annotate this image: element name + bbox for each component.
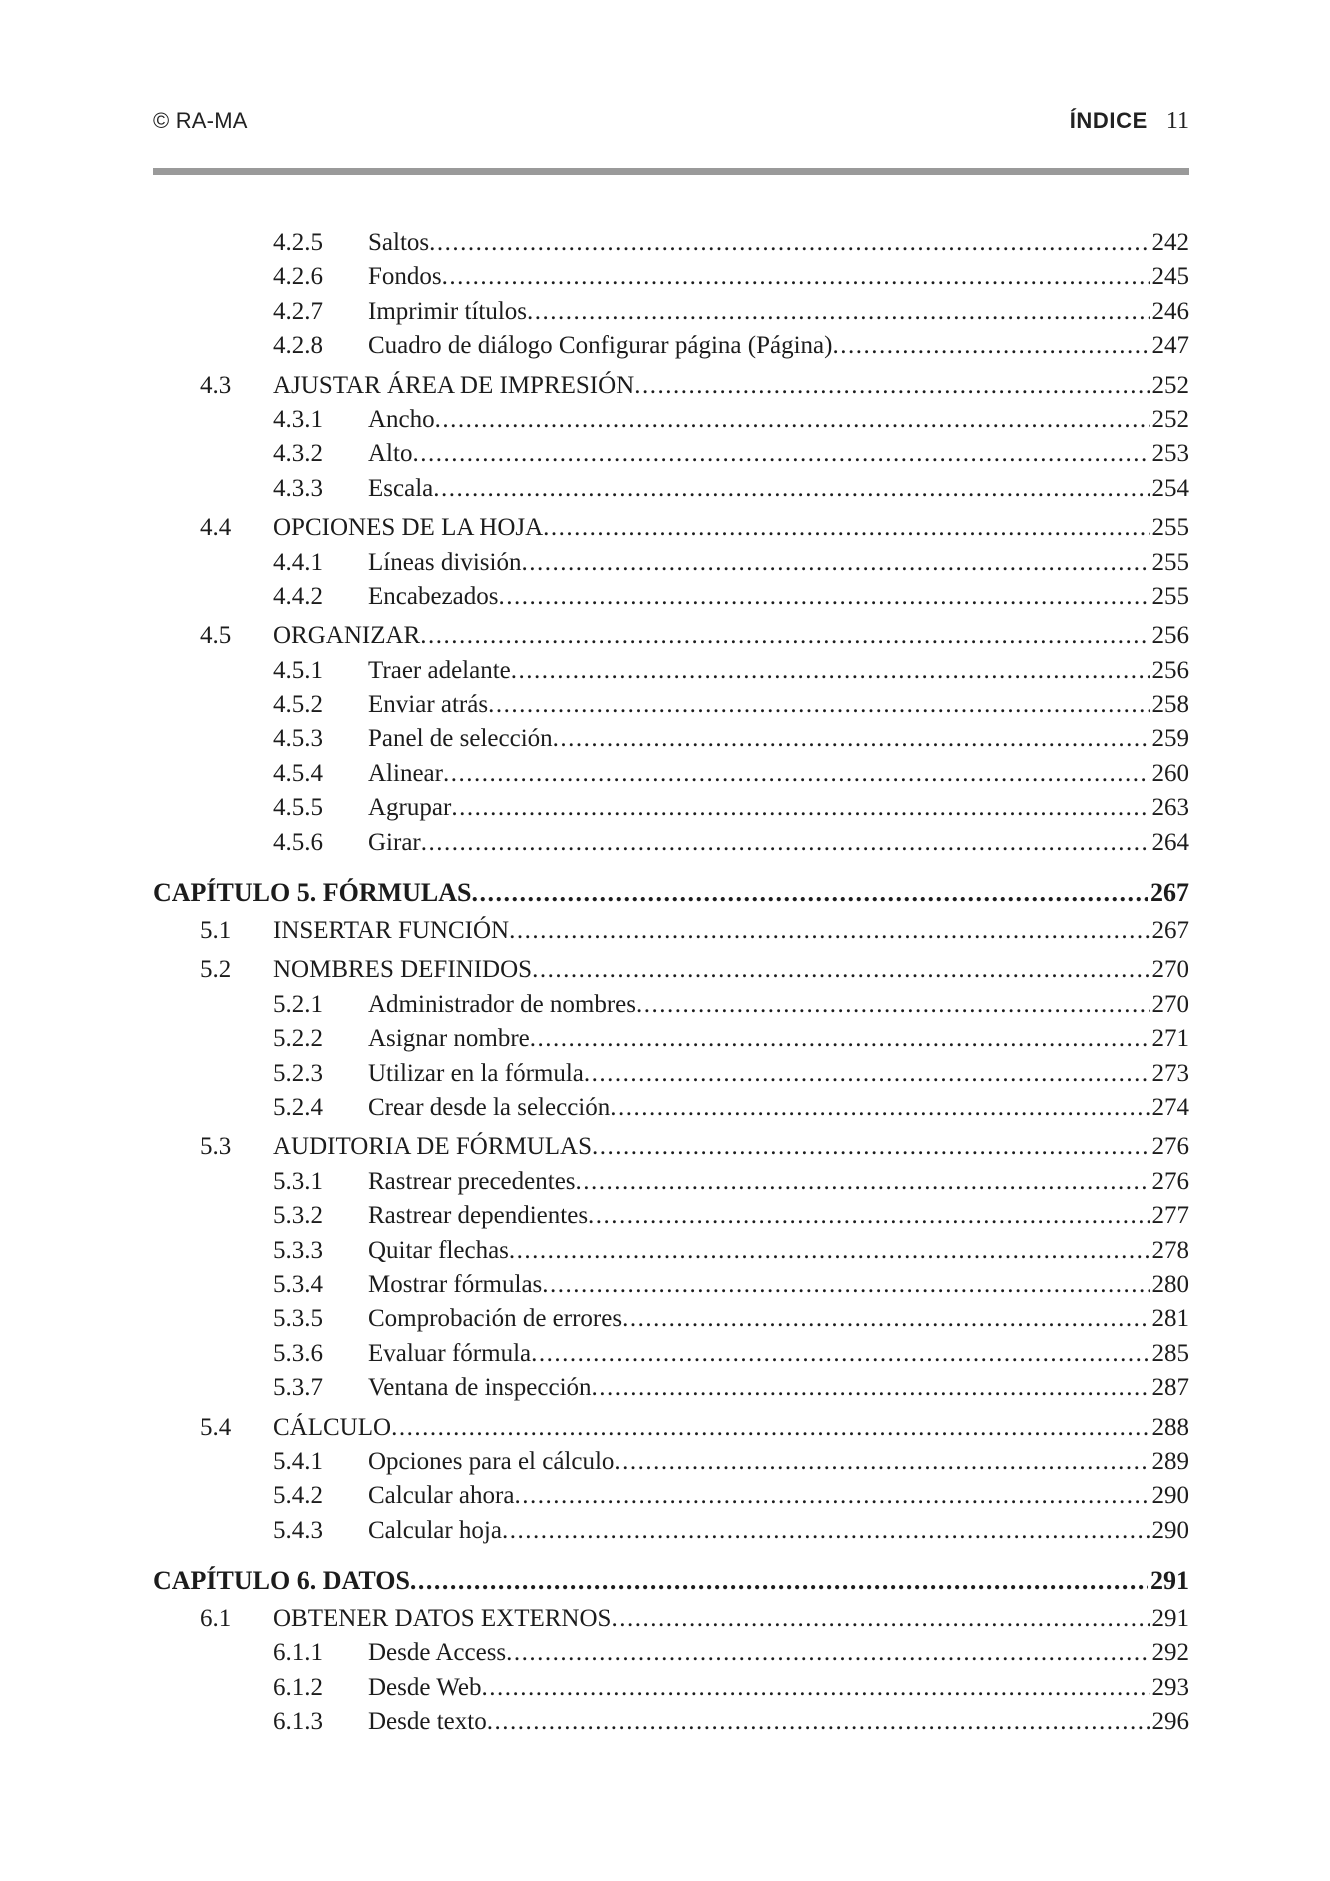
dot-leader bbox=[584, 1057, 1150, 1091]
toc-entry bbox=[153, 688, 1189, 722]
toc-entry-number: 4.4.1 bbox=[273, 548, 323, 576]
dot-leader bbox=[429, 226, 1149, 260]
dot-leader bbox=[531, 1337, 1149, 1371]
toc-entry-page: 267 bbox=[1150, 878, 1189, 908]
toc-entry-page: 293 bbox=[1151, 1673, 1189, 1701]
toc-entry bbox=[153, 403, 1189, 437]
toc-entry-title: Opciones para el cálculo bbox=[368, 1447, 615, 1475]
toc-entry-title: Traer adelante bbox=[368, 656, 511, 684]
toc-entry-number: 4.2.6 bbox=[273, 263, 323, 291]
toc-entry bbox=[153, 1705, 1189, 1739]
toc-entry-number: 4.5.1 bbox=[273, 656, 323, 684]
dot-leader bbox=[634, 369, 1149, 403]
dot-leader bbox=[506, 1636, 1149, 1670]
table-of-contents bbox=[153, 226, 1189, 1740]
toc-entry-page: 252 bbox=[1151, 405, 1189, 433]
dot-leader bbox=[614, 1445, 1149, 1479]
dot-leader bbox=[576, 1165, 1150, 1199]
toc-entry bbox=[153, 472, 1189, 506]
toc-entry-number: 5.1 bbox=[200, 917, 232, 945]
toc-entry-title: ORGANIZAR bbox=[273, 622, 421, 650]
dot-leader bbox=[530, 1022, 1150, 1056]
toc-entry bbox=[153, 826, 1189, 860]
toc-entry bbox=[153, 1514, 1189, 1548]
toc-entry bbox=[153, 1371, 1189, 1405]
toc-chapter-entry bbox=[153, 1562, 1189, 1600]
toc-entry-title: Desde Web bbox=[368, 1673, 482, 1701]
toc-entry-title: Quitar flechas bbox=[368, 1236, 509, 1264]
toc-entry-page: 259 bbox=[1151, 725, 1189, 753]
dot-leader bbox=[543, 511, 1149, 545]
toc-entry bbox=[153, 619, 1189, 653]
toc-entry-title: Agrupar bbox=[368, 794, 452, 822]
toc-entry-title: Utilizar en la fórmula bbox=[368, 1059, 584, 1087]
toc-entry-page: 277 bbox=[1151, 1202, 1189, 1230]
toc-entry-number: 4.5.2 bbox=[273, 691, 323, 719]
toc-entry-number: 4.5.5 bbox=[273, 794, 323, 822]
dot-leader bbox=[481, 1671, 1149, 1705]
toc-entry-page: 276 bbox=[1151, 1133, 1189, 1161]
toc-entry-number: 4.2.7 bbox=[273, 297, 323, 325]
dot-leader bbox=[488, 688, 1149, 722]
toc-entry-title: Panel de selección bbox=[368, 725, 553, 753]
toc-entry-page: 267 bbox=[1151, 917, 1189, 945]
toc-entry-title: Alto bbox=[368, 440, 413, 468]
toc-entry-page: 289 bbox=[1151, 1447, 1189, 1475]
dot-leader bbox=[498, 580, 1149, 614]
toc-entry-number: 5.2.1 bbox=[273, 990, 323, 1018]
toc-entry-title: OPCIONES DE LA HOJA bbox=[273, 514, 544, 542]
toc-entry-page: 253 bbox=[1151, 440, 1189, 468]
dot-leader bbox=[588, 1199, 1149, 1233]
toc-entry-page: 290 bbox=[1151, 1516, 1189, 1544]
toc-entry-number: 4.4 bbox=[200, 514, 232, 542]
toc-entry bbox=[153, 546, 1189, 580]
toc-entry-title: Desde texto bbox=[368, 1708, 487, 1736]
toc-entry bbox=[153, 914, 1189, 948]
dot-leader bbox=[592, 1371, 1150, 1405]
toc-entry-title: Rastrear precedentes bbox=[368, 1167, 576, 1195]
toc-entry-page: 285 bbox=[1151, 1339, 1189, 1367]
toc-entry-title: Mostrar fórmulas bbox=[368, 1270, 543, 1298]
toc-entry-title: Girar bbox=[368, 828, 421, 856]
toc-entry-title: AUDITORIA DE FÓRMULAS bbox=[273, 1133, 593, 1161]
toc-entry bbox=[153, 1636, 1189, 1670]
toc-entry-number: 4.5.6 bbox=[273, 828, 323, 856]
toc-entry-page: 264 bbox=[1151, 828, 1189, 856]
dot-leader bbox=[472, 874, 1148, 912]
dot-leader bbox=[511, 654, 1150, 688]
toc-entry-number: 5.4.2 bbox=[273, 1482, 323, 1510]
toc-entry-title: Crear desde la selección bbox=[368, 1093, 611, 1121]
toc-entry bbox=[153, 953, 1189, 987]
toc-entry bbox=[153, 511, 1189, 545]
dot-leader bbox=[542, 1268, 1149, 1302]
toc-entry-page: 255 bbox=[1151, 548, 1189, 576]
toc-entry-number: 6.1.3 bbox=[273, 1708, 323, 1736]
toc-entry-page: 292 bbox=[1151, 1639, 1189, 1667]
dot-leader bbox=[610, 1091, 1149, 1125]
toc-entry-page: 246 bbox=[1151, 297, 1189, 325]
toc-entry-page: 247 bbox=[1151, 332, 1189, 360]
toc-entry-number: 5.3.2 bbox=[273, 1202, 323, 1230]
header-right bbox=[1070, 108, 1189, 135]
toc-entry-title: Escala bbox=[368, 474, 434, 502]
toc-entry bbox=[153, 1234, 1189, 1268]
toc-entry-title: Evaluar fórmula bbox=[368, 1339, 532, 1367]
toc-entry-page: 263 bbox=[1151, 794, 1189, 822]
dot-leader bbox=[451, 791, 1149, 825]
dot-leader bbox=[527, 295, 1149, 329]
toc-entry-number: 5.3 bbox=[200, 1133, 232, 1161]
toc-entry bbox=[153, 1268, 1189, 1302]
toc-entry-page: 252 bbox=[1151, 371, 1189, 399]
toc-entry-number: 5.2.2 bbox=[273, 1025, 323, 1053]
dot-leader bbox=[502, 1514, 1150, 1548]
toc-entry-title: Encabezados bbox=[368, 582, 499, 610]
toc-entry bbox=[153, 654, 1189, 688]
toc-entry bbox=[153, 1445, 1189, 1479]
toc-entry bbox=[153, 1671, 1189, 1705]
toc-entry bbox=[153, 1602, 1189, 1636]
dot-leader bbox=[391, 1411, 1149, 1445]
dot-leader bbox=[592, 1130, 1149, 1164]
toc-entry-title: Fondos bbox=[368, 263, 442, 291]
toc-entry-number: 5.2.4 bbox=[273, 1093, 323, 1121]
toc-entry bbox=[153, 1057, 1189, 1091]
dot-leader bbox=[514, 1479, 1149, 1513]
toc-entry-number: 6.1 bbox=[200, 1605, 232, 1633]
toc-entry-number: 4.3.3 bbox=[273, 474, 323, 502]
toc-entry bbox=[153, 580, 1189, 614]
dot-leader bbox=[622, 1302, 1149, 1336]
toc-entry-title: Ancho bbox=[368, 405, 435, 433]
toc-entry bbox=[153, 260, 1189, 294]
toc-entry-page: 254 bbox=[1151, 474, 1189, 502]
dot-leader bbox=[421, 826, 1150, 860]
toc-entry bbox=[153, 1302, 1189, 1336]
toc-entry-title: OBTENER DATOS EXTERNOS bbox=[273, 1605, 612, 1633]
toc-entry-title: AJUSTAR ÁREA DE IMPRESIÓN bbox=[273, 371, 635, 399]
toc-entry-page: 242 bbox=[1151, 229, 1189, 256]
toc-entry-number: 5.4.3 bbox=[273, 1516, 323, 1544]
toc-entry-title: Administrador de nombres bbox=[368, 990, 637, 1018]
toc-entry-number: 5.2.3 bbox=[273, 1059, 323, 1087]
toc-entry-title: Líneas división bbox=[368, 548, 522, 576]
toc-entry bbox=[153, 791, 1189, 825]
toc-entry-number: 5.4.1 bbox=[273, 1447, 323, 1475]
toc-entry-title: Saltos bbox=[368, 229, 430, 256]
copyright-notice: © RA-MA bbox=[153, 108, 248, 133]
dot-leader bbox=[509, 1234, 1150, 1268]
toc-entry-page: 258 bbox=[1151, 691, 1189, 719]
toc-entry-page: 245 bbox=[1151, 263, 1189, 291]
toc-entry-page: 270 bbox=[1151, 956, 1189, 984]
toc-entry-title: Asignar nombre bbox=[368, 1025, 530, 1053]
toc-entry-page: 288 bbox=[1151, 1413, 1189, 1441]
toc-entry-number: 4.3.1 bbox=[273, 405, 323, 433]
toc-entry-number: 5.3.5 bbox=[273, 1305, 323, 1333]
toc-entry-page: 296 bbox=[1151, 1708, 1189, 1736]
toc-entry-number: 6.1.1 bbox=[273, 1639, 323, 1667]
toc-entry bbox=[153, 295, 1189, 329]
toc-entry-number: 6.1.2 bbox=[273, 1673, 323, 1701]
toc-entry-page: 270 bbox=[1151, 990, 1189, 1018]
toc-entry-title: CAPÍTULO 5. FÓRMULAS bbox=[153, 878, 472, 908]
toc-entry-title: Enviar atrás bbox=[368, 691, 489, 719]
toc-entry-number: 4.3.2 bbox=[273, 440, 323, 468]
toc-entry-page: 271 bbox=[1151, 1025, 1189, 1053]
toc-entry-number: 4.2.8 bbox=[273, 332, 323, 360]
dot-leader bbox=[532, 953, 1149, 987]
toc-entry bbox=[153, 1022, 1189, 1056]
header-rule bbox=[153, 168, 1189, 175]
toc-entry-number: 4.4.2 bbox=[273, 582, 323, 610]
toc-entry-page: 291 bbox=[1151, 1605, 1189, 1633]
toc-entry-title: CÁLCULO bbox=[273, 1413, 392, 1441]
toc-entry bbox=[153, 437, 1189, 471]
section-title: ÍNDICE bbox=[1069, 108, 1148, 133]
toc-entry bbox=[153, 1091, 1189, 1125]
toc-entry-title: Desde Access bbox=[368, 1639, 507, 1667]
toc-entry-number: 4.5.4 bbox=[273, 759, 323, 787]
dot-leader bbox=[611, 1602, 1149, 1636]
toc-entry-title: Calcular hoja bbox=[368, 1516, 502, 1544]
toc-entry-page: 260 bbox=[1151, 759, 1189, 787]
toc-entry-title: Rastrear dependientes bbox=[368, 1202, 589, 1230]
toc-entry bbox=[153, 329, 1189, 363]
toc-entry bbox=[153, 722, 1189, 756]
toc-entry-number: 4.5 bbox=[200, 622, 232, 650]
toc-entry-page: 280 bbox=[1151, 1270, 1189, 1298]
toc-entry-number: 5.3.6 bbox=[273, 1339, 323, 1367]
toc-entry-title: Imprimir títulos bbox=[368, 297, 528, 325]
toc-entry bbox=[153, 1199, 1189, 1233]
toc-entry-number: 5.3.7 bbox=[273, 1374, 323, 1402]
toc-entry-number: 4.3 bbox=[200, 371, 232, 399]
toc-entry bbox=[153, 369, 1189, 403]
dot-leader bbox=[420, 619, 1149, 653]
toc-entry-title: CAPÍTULO 6. DATOS bbox=[153, 1566, 410, 1596]
dot-leader bbox=[442, 260, 1150, 294]
toc-entry bbox=[153, 1411, 1189, 1445]
toc-entry-page: 287 bbox=[1151, 1374, 1189, 1402]
toc-entry bbox=[153, 1165, 1189, 1199]
running-header bbox=[153, 108, 1189, 142]
dot-leader bbox=[412, 437, 1149, 471]
dot-leader bbox=[553, 722, 1150, 756]
toc-entry-title: NOMBRES DEFINIDOS bbox=[273, 956, 533, 984]
toc-entry bbox=[153, 1130, 1189, 1164]
toc-entry-page: 255 bbox=[1151, 582, 1189, 610]
toc-entry bbox=[153, 1479, 1189, 1513]
toc-entry-title: Alinear bbox=[368, 759, 443, 787]
toc-entry-page: 278 bbox=[1151, 1236, 1189, 1264]
toc-entry-number: 5.3.4 bbox=[273, 1270, 323, 1298]
toc-entry-number: 5.3.1 bbox=[273, 1167, 323, 1195]
toc-entry bbox=[153, 988, 1189, 1022]
dot-leader bbox=[487, 1705, 1150, 1739]
toc-entry bbox=[153, 226, 1189, 260]
toc-entry-number: 4.2.5 bbox=[273, 229, 323, 256]
dot-leader bbox=[509, 914, 1149, 948]
toc-entry-title: Comprobación de errores bbox=[368, 1305, 623, 1333]
toc-entry-page: 273 bbox=[1151, 1059, 1189, 1087]
dot-leader bbox=[435, 403, 1150, 437]
toc-entry-title: Calcular ahora bbox=[368, 1482, 515, 1510]
toc-entry-title: INSERTAR FUNCIÓN bbox=[273, 917, 510, 945]
toc-entry-title: Cuadro de diálogo Configurar página (Página) bbox=[368, 332, 833, 360]
toc-entry-page: 256 bbox=[1151, 656, 1189, 684]
toc-entry-page: 274 bbox=[1151, 1093, 1189, 1121]
toc-chapter-entry bbox=[153, 874, 1189, 912]
dot-leader bbox=[443, 757, 1150, 791]
dot-leader bbox=[410, 1562, 1148, 1600]
toc-entry-number: 5.4 bbox=[200, 1413, 232, 1441]
toc-entry-page: 276 bbox=[1151, 1167, 1189, 1195]
toc-entry-page: 290 bbox=[1151, 1482, 1189, 1510]
toc-entry-page: 291 bbox=[1150, 1566, 1189, 1596]
dot-leader bbox=[636, 988, 1149, 1022]
toc-entry-page: 255 bbox=[1151, 514, 1189, 542]
dot-leader bbox=[832, 329, 1149, 363]
toc-entry-number: 5.3.3 bbox=[273, 1236, 323, 1264]
toc-entry-page: 256 bbox=[1151, 622, 1189, 650]
toc-entry bbox=[153, 757, 1189, 791]
page-number: 11 bbox=[1165, 108, 1189, 134]
toc-entry-number: 5.2 bbox=[200, 956, 232, 984]
toc-entry-page: 281 bbox=[1151, 1305, 1189, 1333]
toc-entry bbox=[153, 1337, 1189, 1371]
toc-entry-number: 4.5.3 bbox=[273, 725, 323, 753]
toc-entry-title: Ventana de inspección bbox=[368, 1374, 592, 1402]
dot-leader bbox=[433, 472, 1149, 506]
dot-leader bbox=[521, 546, 1149, 580]
